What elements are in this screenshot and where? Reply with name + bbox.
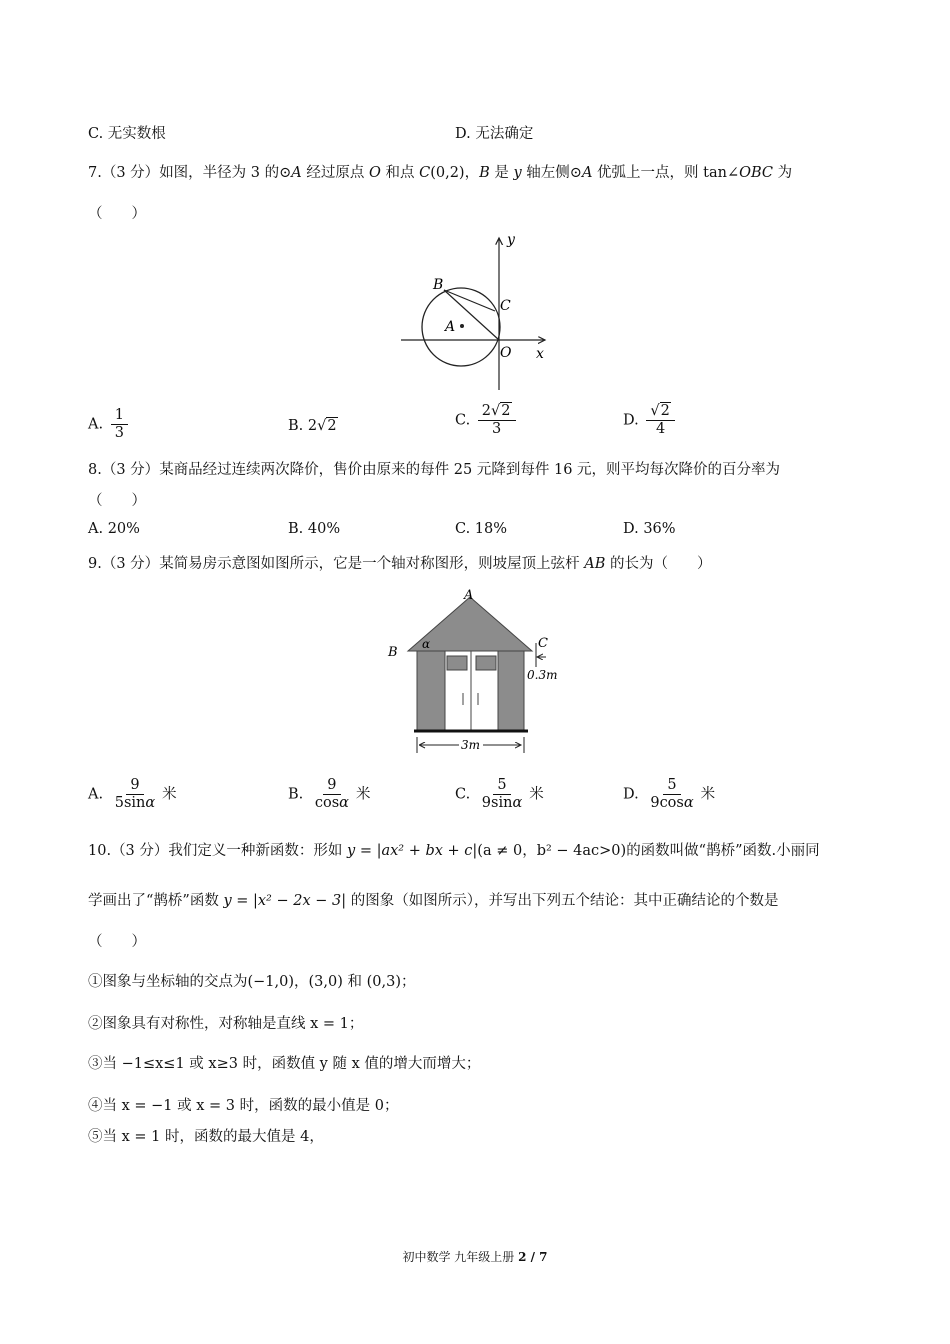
fraction — [478, 778, 526, 811]
question-number: 10. — [88, 843, 112, 859]
segment-bc — [444, 290, 495, 311]
label-a: A — [464, 588, 474, 603]
stem-text: 学画出了“鹊桥”函数 — [88, 893, 224, 909]
den-fn: sin — [491, 795, 513, 812]
stem-text: 的函数叫做“鹊桥”函数.小丽同 — [626, 843, 820, 859]
var-a: A — [291, 165, 302, 181]
label-a: A — [445, 319, 456, 335]
coord-c: (0,2) — [430, 165, 465, 181]
stem-text: 的长为（ ） — [605, 556, 712, 572]
question-score: （3 分） — [101, 556, 160, 572]
denominator: 3 — [114, 425, 124, 442]
radicand: 2 — [660, 403, 670, 419]
q7-option-c — [455, 404, 519, 437]
option-letter: D. — [623, 521, 639, 537]
label-alpha: α — [422, 637, 431, 651]
fraction — [646, 778, 697, 811]
denominator — [646, 795, 697, 811]
question-number: 8. — [88, 462, 102, 478]
circle-symbol: ⊙ — [569, 165, 582, 181]
q6-option-c — [88, 122, 166, 143]
var-b: B — [479, 165, 490, 181]
stem-text: 某简易房示意图如图所示，它是一个轴对称图形，则坡屋顶上弦杆 — [159, 556, 585, 572]
q8-stem — [88, 458, 780, 479]
footer-text: 初中数学 九年级上册 — [402, 1250, 519, 1264]
q10-stem-line1 — [88, 839, 820, 860]
label-y: y — [507, 232, 515, 248]
den-var: α — [145, 795, 156, 812]
fraction — [111, 408, 128, 441]
stem-text: 的图象（如图所示），并写出下列五个结论：其中正确结论的个数是 — [346, 893, 779, 909]
option-text: 无实数根 — [107, 126, 166, 142]
q7-stem — [88, 161, 792, 182]
angle-obc: OBC — [739, 165, 774, 181]
den-fn: sin — [123, 795, 146, 812]
q9-option-b — [288, 778, 370, 811]
q7-option-a — [88, 408, 131, 441]
var-c: C — [419, 165, 431, 181]
denominator — [111, 795, 159, 811]
numerator: 1 — [111, 408, 128, 425]
denominator — [311, 795, 353, 811]
option-letter: D. — [455, 126, 471, 142]
option-letter: B. — [288, 786, 304, 803]
den-fn: cos — [659, 795, 684, 812]
option-text: 36% — [643, 521, 676, 537]
q7-option-d — [623, 404, 678, 437]
unit: 米 — [355, 786, 371, 803]
condition: (a ≠ 0，b² − 4ac>0) — [477, 843, 627, 859]
unit: 米 — [700, 786, 716, 803]
option-letter: C. — [455, 786, 471, 803]
option-letter: A. — [88, 416, 104, 433]
q8-paren: （ ） — [88, 493, 146, 509]
q8-option-b — [288, 521, 340, 537]
denominator — [478, 795, 526, 811]
stem-text: 是 — [489, 165, 514, 181]
numerator: 2√2 — [478, 404, 516, 421]
option-letter: A. — [88, 786, 104, 803]
radicand: 2 — [501, 403, 511, 419]
q9-option-a — [88, 778, 177, 811]
page-footer — [0, 1248, 950, 1265]
denominator: 3 — [492, 421, 502, 438]
numerator: √2 — [646, 404, 674, 421]
stem-text: 轴左侧 — [521, 165, 570, 181]
coefficient: 2 — [307, 418, 318, 434]
label-c: C — [538, 636, 548, 651]
den-var: α — [339, 795, 349, 812]
fraction — [111, 778, 159, 811]
label-o: O — [500, 345, 512, 361]
option-text: 18% — [474, 521, 508, 537]
option-text: 无法确定 — [475, 126, 534, 142]
q7-paren: （ ） — [88, 206, 146, 222]
segment-ab: AB — [584, 556, 606, 572]
question-score: （3 分） — [111, 843, 169, 859]
numerator: 9 — [126, 778, 143, 795]
numerator: 9 — [323, 778, 340, 795]
option-letter: C. — [88, 126, 104, 142]
option-letter: A. — [88, 521, 104, 537]
unit: 米 — [162, 786, 177, 803]
q10-conclusion-2: ②图象具有对称性，对称轴是直线 x = 1； — [88, 1016, 364, 1032]
question-number: 9. — [88, 556, 102, 572]
q10-stem-line2 — [88, 889, 778, 910]
page-number: 2 / 7 — [518, 1250, 548, 1264]
option-letter: B. — [288, 521, 304, 537]
radicand: 2 — [327, 418, 337, 434]
stem-text: 为 — [773, 165, 793, 181]
q9-option-d — [623, 778, 715, 811]
circle-symbol: ⊙ — [279, 165, 292, 181]
q8-option-d — [623, 521, 676, 537]
stem-text: 优弧上一点，则 tan∠ — [592, 165, 740, 181]
q10-conclusion-1: ①图象与坐标轴的交点为(−1,0)，(3,0) 和 (0,3)； — [88, 974, 416, 990]
var-y: y — [513, 165, 522, 181]
den-fn: cos — [314, 795, 340, 812]
question-score: （3 分） — [101, 165, 160, 181]
fraction — [646, 404, 674, 437]
stem-text: ， — [464, 165, 480, 181]
stem-text: 某商品经过连续两次降价，售价由原来的每件 25 元降到每件 16 元，则平均每次降价的百分率为 — [159, 462, 781, 478]
function-general: y = |ax² + bx + c| — [347, 843, 478, 859]
center-dot — [460, 324, 464, 328]
question-score: （3 分） — [101, 462, 160, 478]
option-letter: B. — [288, 418, 304, 434]
den-coef: 9 — [650, 795, 660, 812]
q8-option-c — [455, 521, 507, 537]
var-o: O — [369, 165, 381, 181]
option-text: 20% — [107, 521, 140, 537]
denominator: 4 — [655, 421, 666, 438]
stem-text: 经过原点 — [301, 165, 369, 181]
numerator: 5 — [493, 778, 510, 795]
q10-conclusion-4: ④当 x = −1 或 x = 3 时，函数的最小值是 0； — [88, 1098, 399, 1114]
question-number: 7. — [88, 165, 102, 181]
q9-stem — [88, 552, 712, 573]
stem-text: 如图，半径为 3 的 — [159, 165, 280, 181]
label-c: C — [500, 298, 511, 314]
q6-option-d — [455, 122, 533, 143]
option-letter: C. — [455, 412, 471, 429]
option-text: 40% — [307, 521, 341, 537]
den-var: α — [512, 795, 523, 812]
option-letter: D. — [623, 786, 639, 803]
q8-option-a — [88, 521, 140, 537]
window-left — [447, 656, 467, 670]
den-coef: 5 — [114, 795, 124, 812]
stem-text: 和点 — [380, 165, 420, 181]
label-x: x — [536, 346, 544, 362]
q10-conclusion-3: ③当 −1≤x≤1 或 x≥3 时，函数值 y 随 x 值的增大而增大； — [88, 1056, 481, 1072]
label-b: B — [433, 277, 444, 293]
label-b: B — [388, 645, 398, 660]
stem-text: 我们定义一种新函数：形如 — [168, 843, 348, 859]
numerator: 5 — [663, 778, 680, 795]
coefficient: 2 — [481, 403, 492, 419]
den-var: α — [683, 795, 694, 812]
q7-circle-figure — [395, 230, 555, 400]
label-height: 0.3m — [527, 668, 558, 682]
unit: 米 — [529, 786, 544, 803]
option-letter: D. — [623, 412, 639, 429]
den-coef: 9 — [481, 795, 492, 812]
fraction — [478, 404, 516, 437]
label-width: 3m — [461, 738, 481, 752]
q9-option-c — [455, 778, 544, 811]
q9-house-figure — [380, 585, 580, 760]
var-a: A — [581, 165, 593, 181]
option-letter: C. — [455, 521, 471, 537]
q7-option-b: B. 2√2 — [288, 418, 337, 434]
q10-conclusion-5: ⑤当 x = 1 时，函数的最大值是 4， — [88, 1129, 324, 1145]
window-right — [476, 656, 496, 670]
q10-paren: （ ） — [88, 934, 146, 950]
function-specific: y = |x² − 2x − 3| — [223, 893, 347, 909]
fraction — [311, 778, 353, 811]
